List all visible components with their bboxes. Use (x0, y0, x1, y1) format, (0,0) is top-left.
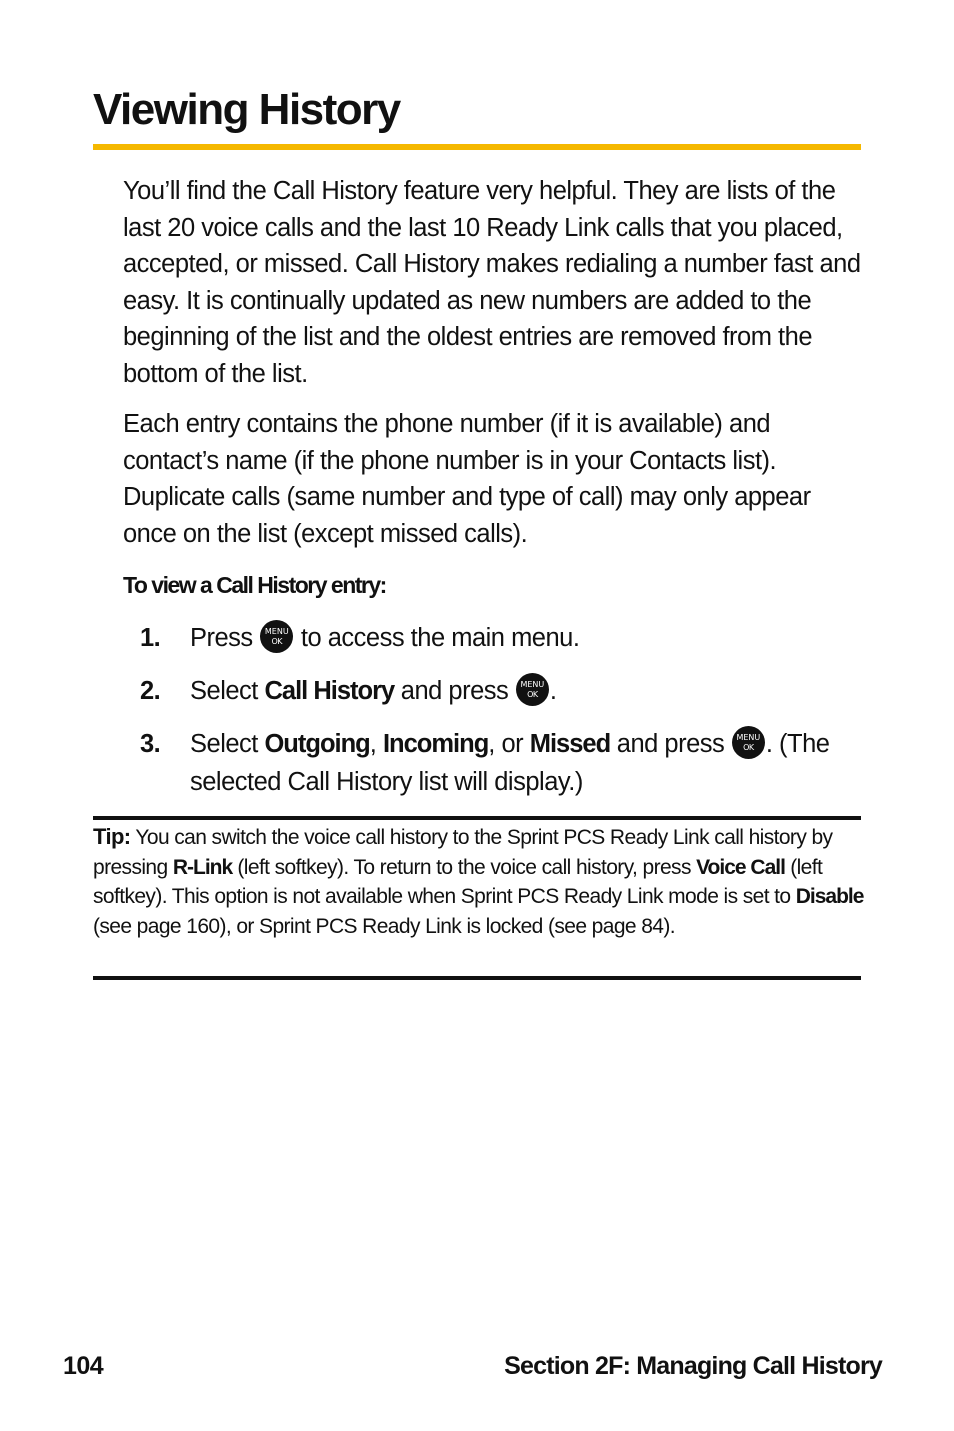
step-text-part: and press (616, 730, 725, 758)
page-title: Viewing History (93, 85, 400, 134)
step-text-part: Press (190, 624, 253, 652)
step-text-part: . (The selected Call History list will display.) (190, 730, 830, 796)
softkey-voice-call: Voice Call (696, 855, 785, 879)
option-disable: Disable (795, 885, 864, 909)
section-title: Section 2F: Managing Call History (504, 1352, 882, 1380)
step-text-part: Select (190, 730, 258, 758)
tip-text: (left softkey). This option is not available when Sprint PCS Ready Link mode is set to (93, 855, 823, 909)
menu-ok-key-icon (260, 620, 293, 653)
procedure-heading: To view a Call History entry: (123, 572, 386, 598)
step-text (190, 672, 868, 710)
tip-text: (left softkey). To return to the voice call history, press (237, 855, 691, 879)
tip-text: (see page 160), or Sprint PCS Ready Link is locked (see page 84). (93, 914, 676, 938)
menu-option-outgoing: Outgoing (264, 730, 370, 758)
menu-option-incoming: Incoming (382, 730, 489, 758)
step-text (190, 725, 868, 801)
intro-paragraph: You’ll find the Call History feature very helpful. They are lists of the last 20 voice calls and the last 10 Ready Link calls that you placed, accepted, or missed. Call History makes redialing a number fast and easy. It is continually updated as new numbers are added to the beginning of the list and the oldest entries are removed from the bottom of the list. (123, 177, 861, 388)
page-number: 104 (63, 1352, 104, 1380)
title-underline (93, 144, 861, 150)
step-text-part: , (369, 730, 377, 758)
step-number: 3. (140, 730, 161, 758)
menu-ok-key-icon (516, 673, 549, 706)
softkey-r-link: R-Link (172, 855, 233, 879)
tip-top-rule (93, 816, 861, 820)
step-number: 2. (140, 677, 161, 705)
step-text-part: , or (488, 730, 524, 758)
tip-text: You can switch the voice call history to the Sprint PCS Ready Link call history by pressing (93, 826, 833, 879)
step-text (190, 619, 868, 657)
entry-paragraph: Each entry contains the phone number (if it is available) and contact’s name (if the phone number is in your Contacts list). Duplicate calls (same number and type of call) may only appear once on the list (except missed calls). (123, 410, 811, 548)
menu-option-call-history: Call History (264, 677, 395, 705)
step-text-part: . (549, 677, 557, 705)
tip-label: Tip: (93, 824, 131, 849)
tip-box (93, 822, 868, 941)
step-text-part: and press (400, 677, 509, 705)
step-text-part: Select (190, 677, 258, 705)
step-text-part: to access the main menu. (300, 624, 580, 652)
tip-bottom-rule (93, 976, 861, 980)
step-number: 1. (140, 624, 161, 652)
menu-ok-key-icon (732, 726, 765, 759)
menu-option-missed: Missed (529, 730, 611, 758)
